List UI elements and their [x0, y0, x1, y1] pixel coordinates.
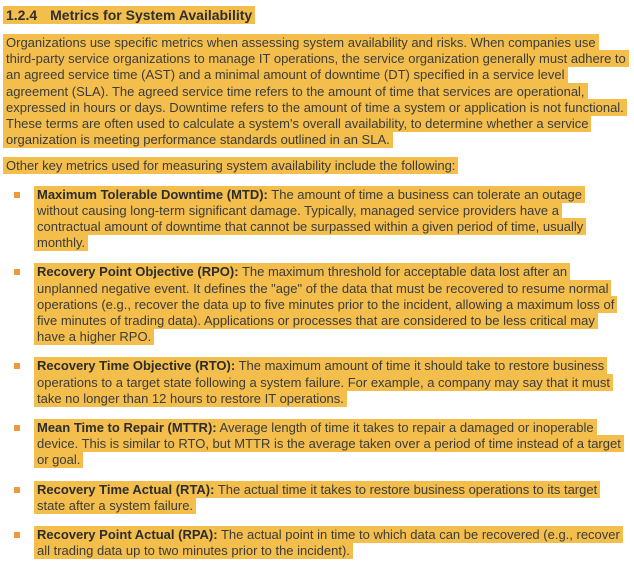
list-item-text [34, 481, 600, 514]
section-heading-highlight [3, 6, 255, 24]
section-number: 1.2.4 [6, 7, 38, 23]
bullet-square-icon [14, 425, 20, 431]
list-item-rto [5, 358, 626, 407]
section-title: Metrics for System Availability [50, 7, 253, 23]
list-item-rta [5, 482, 626, 514]
list-item-rpa [5, 527, 626, 559]
metric-desc-mtd: The amount of time a business can tolerate an outage without causing long-term significant damage. Typically, managed service providers have a contractual amount of downtime that cannot be surpassed within a given period of time, usually monthly. [37, 186, 584, 251]
metric-term-mttr: Mean Time to Repair (MTTR): [37, 420, 217, 436]
section-heading [3, 7, 626, 23]
list-item-text [34, 357, 613, 406]
metric-term-rpa: Recovery Point Actual (RPA): [37, 527, 218, 543]
list-item-text [34, 263, 617, 345]
metric-desc-rto: The maximum amount of time it should take to restore business operations to a target state following a system failure. For example, a company may say that it must take no longer than 12 hours to restore IT operations. [37, 358, 610, 406]
bullet-square-icon [14, 192, 20, 198]
metric-desc-rpo: The maximum threshold for acceptable data lost after an unplanned negative event. It defines the "age" of the data that must be recovered to resume normal operations (e.g., recover the data up to five minutes prior to the incident, allowing a maximum loss of five minutes of trading data). Applications or processes that are considered to be less critical may have a higher RPO. [37, 264, 615, 345]
metric-term-rto: Recovery Time Objective (RTO): [37, 358, 236, 374]
metric-desc-mttr: Average length of time it takes to repair a damaged or inoperable device. This is similar to RTO, but MTTR is the average taken over a period of time instead of a target or goal. [37, 420, 621, 468]
metrics-list [5, 187, 626, 560]
bullet-square-icon [14, 487, 20, 493]
metric-term-mtd: Maximum Tolerable Downtime (MTD): [37, 186, 268, 202]
list-item-text [34, 526, 623, 559]
intro-paragraph [3, 35, 626, 148]
list-item-rpo [5, 264, 626, 345]
metric-desc-rpa: The actual point in time to which data can be recovered (e.g., recover all trading data up to two minutes prior to the incident). [37, 527, 620, 559]
list-item-text [34, 186, 586, 252]
list-intro-text: Other key metrics used for measuring system availability include the following: [3, 157, 458, 174]
intro-paragraph-text: Organizations use specific metrics when assessing system availability and risks. When companies use third-party service organizations to manage IT operations, the service organization generally must adhere to an agreed service time (AST) and a minimal amount of downtime (DT) specified in a service level agreement (SLA). The agreed service time refers to the amount of time that services are operational, expressed in hours or days. Downtime refers to the amount of time a system or application is not functional. These terms are often used to calculate a system's overall availability, to determine whether a service organization is meeting performance standards outlined in an SLA. [3, 34, 629, 148]
bullet-square-icon [14, 269, 20, 275]
list-intro [3, 158, 626, 174]
metric-desc-rta: The actual time it takes to restore business operations to its target state after a system failure. [37, 481, 598, 513]
list-item-mttr [5, 420, 626, 469]
list-item-text [34, 419, 624, 468]
list-item-mtd [5, 187, 626, 252]
bullet-square-icon [14, 532, 20, 538]
metric-term-rta: Recovery Time Actual (RTA): [37, 481, 215, 497]
metric-term-rpo: Recovery Point Objective (RPO): [37, 264, 239, 280]
bullet-square-icon [14, 363, 20, 369]
